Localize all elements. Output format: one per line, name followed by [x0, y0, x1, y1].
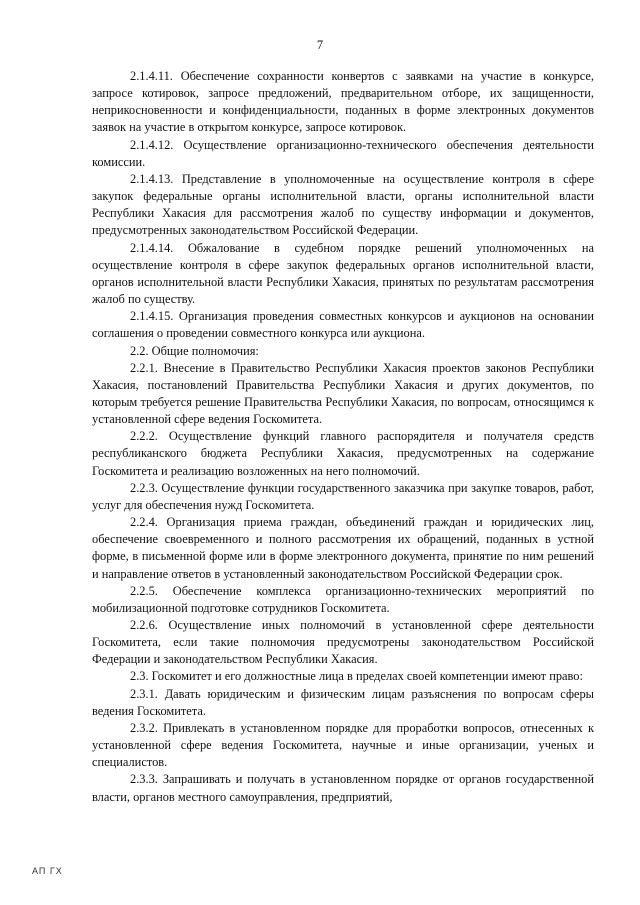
footer-code: АП ГХ — [32, 866, 63, 876]
paragraph-2-3-2: 2.3.2. Привлекать в установленном порядке для проработки вопросов, отнесенных к установленной сфере ведения Госкомитета, научные и иные организации, ученых и специалистов. — [92, 720, 594, 770]
paragraph-2-2-2: 2.2.2. Осуществление функций главного распорядителя и получателя средств республиканского бюджета Республики Хакасия, предусмотренных на содержание Госкомитета и реализацию возложенных на него полномочий. — [92, 429, 594, 478]
paragraph-2-3: 2.3. Госкомитет и его должностные лица в пределах своей компетенции имеют право: — [130, 669, 583, 684]
paragraph-2-2-4: 2.2.4. Организация приема граждан, объединений граждан и юридических лиц, обеспечение своевременного и полного рассмотрения их обращений, поданных в устной форме, в письменной форме или в форме электронного документа, принятие по ним решений и направление ответов в установленный законодательством Российской Федерации срок. — [92, 515, 594, 581]
paragraph-2-1-4-11: 2.1.4.11. Обеспечение сохранности конвертов с заявками на участие в конкурсе, запросе котировок, запросе предложений, предварительном отборе, их защищенности, неприкосновенности и конфиденциальности, поданных в форме электронных документов заявок на участие в открытом конкурсе, запросе котировок. — [92, 69, 594, 135]
paragraph-2-1-4-13: 2.1.4.13. Представление в уполномоченные на осуществление контроля в сфере закупок федеральные органы исполнительной власти, органы исполнительной власти Республики Хакасия для рассмотрения жалоб по существу информации и документов, предусмотренных законодательством Российской Федерации. — [92, 171, 594, 238]
paragraph-2-2: 2.2. Общие полномочия: — [130, 343, 259, 358]
paragraph-2-2-1: 2.2.1. Внесение в Правительство Республики Хакасия проектов законов Республики Хакасия, постановлений Правительства Республики Хакасия и других документов, по которым требуется решение Правительства Республики Хакасия, по вопросам, относящимся к установленной сфере ведения Госкомитета. — [92, 360, 594, 427]
paragraph-2-1-4-15: 2.1.4.15. Организация проведения совместных конкурсов и аукционов на основании соглашения о проведении совместного конкурса или аукциона. — [92, 309, 594, 341]
paragraph-2-1-4-12: 2.1.4.12. Осуществление организационно-технического обеспечения деятельности комиссии. — [92, 137, 594, 169]
paragraph-2-2-5: 2.2.5. Обеспечение комплекса организационно-технических мероприятий по мобилизационной подготовке сотрудников Госкомитета. — [92, 583, 594, 615]
paragraph-2-3-1: 2.3.1. Давать юридическим и физическим лицам разъяснения по вопросам сферы ведения Госкомитета. — [92, 686, 594, 718]
paragraph-2-2-3: 2.2.3. Осуществление функции государственного заказчика при закупке товаров, работ, услуг для обеспечения нужд Госкомитета. — [92, 480, 594, 512]
paragraph-2-2-6: 2.2.6. Осуществление иных полномочий в установленной сфере деятельности Госкомитета, если такие полномочия предусмотрены законодательством Российской Федерации и законодательством Республики Хакасия. — [92, 618, 594, 667]
paragraph-2-3-3: 2.3.3. Запрашивать и получать в установленном порядке от органов государственной власти, органов местного самоуправления, предприятий, — [92, 772, 594, 804]
paragraph-2-1-4-14: 2.1.4.14. Обжалование в судебном порядке решений уполномоченных на осуществление контроля в сфере закупок федеральных органов исполнительной власти, органов исполнительной власти Республики Хакасия, принятых по результатам рассмотрения жалоб по существу. — [92, 240, 594, 307]
document-body — [92, 68, 594, 806]
page-number: 7 — [316, 38, 324, 52]
